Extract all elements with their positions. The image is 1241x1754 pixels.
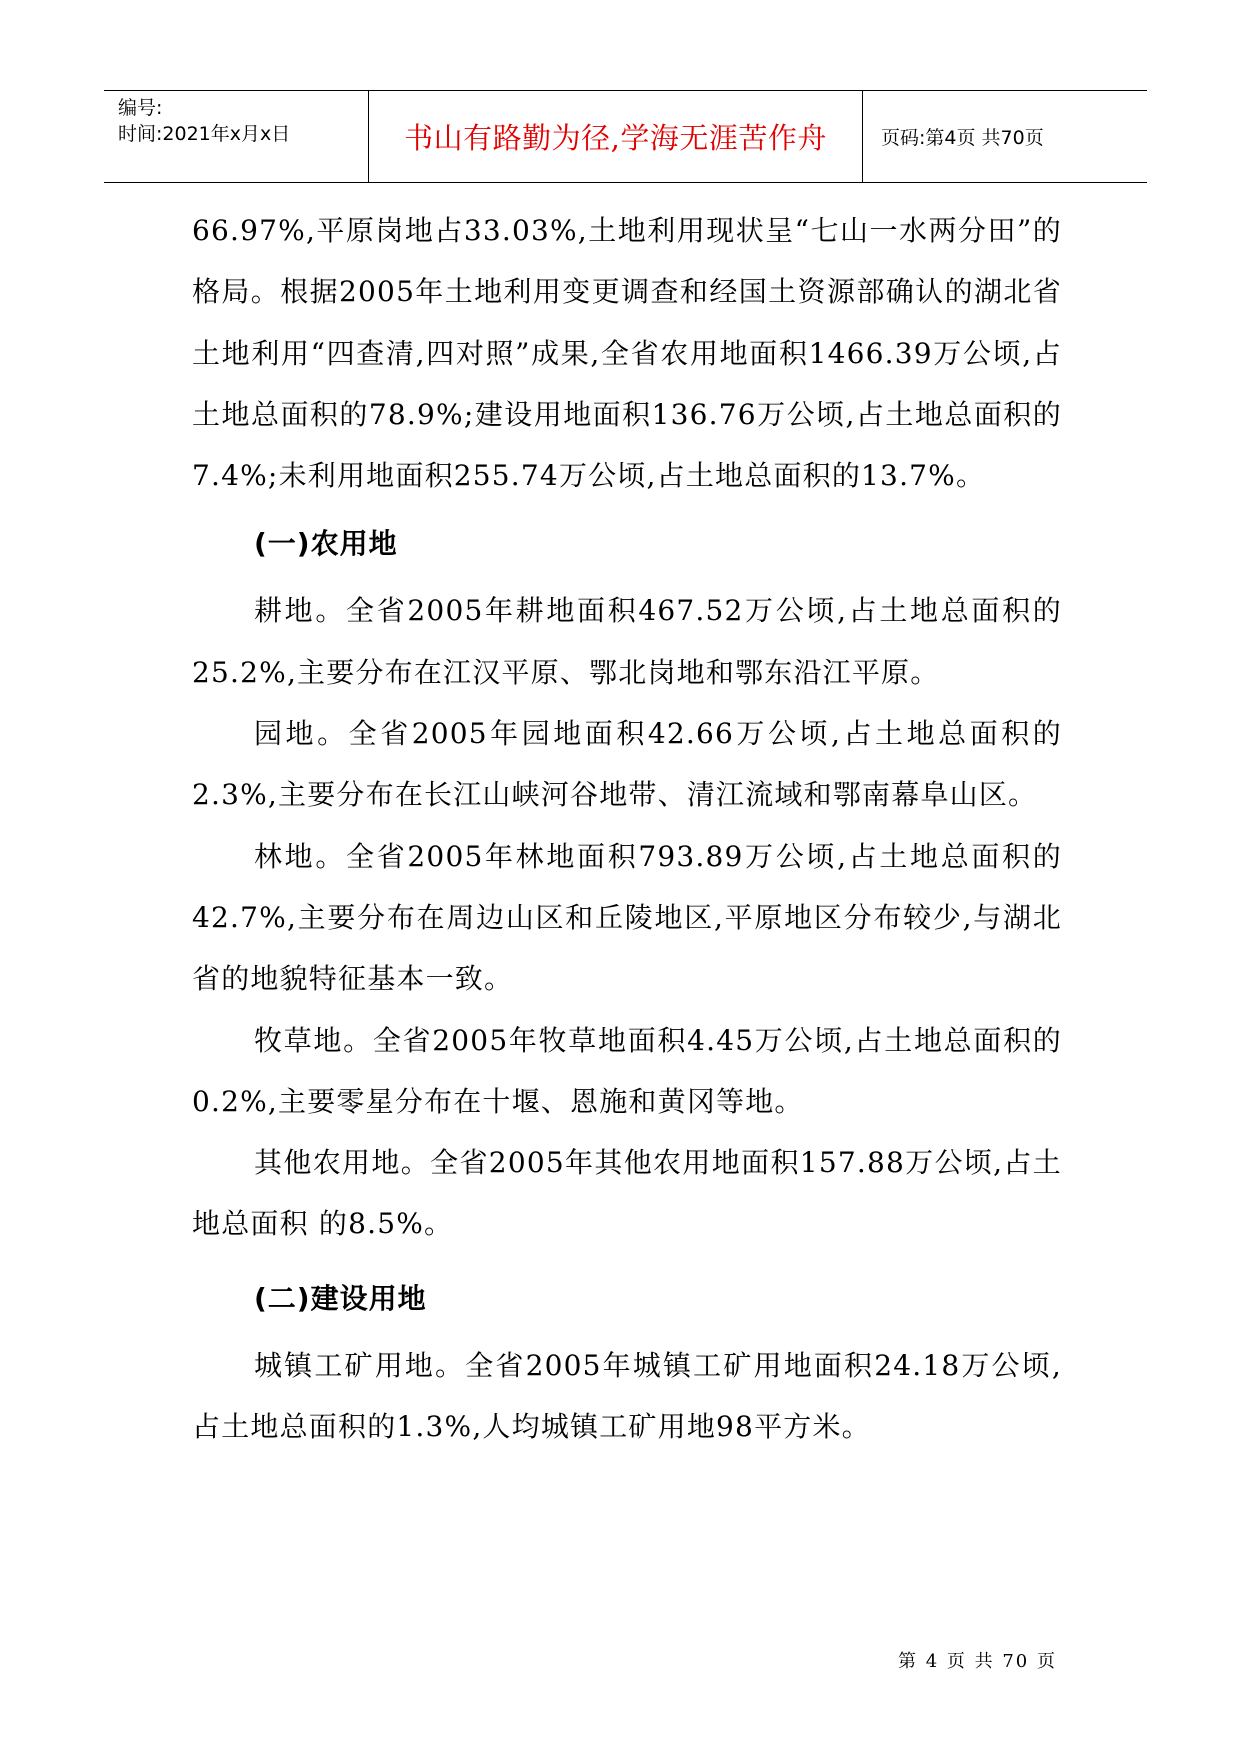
document-body [192, 200, 1062, 1457]
paragraph-other-agricultural-land: 其他农用地。全省2005年其他农用地面积157.88万公顷,占土地总面积 的8.5%。 [192, 1146, 1062, 1241]
paragraph-urban-industrial-land: 城镇工矿用地。全省2005年城镇工矿用地面积24.18万公顷,占土地总面积的1.3%,人均城镇工矿用地98平方米。 [192, 1348, 1062, 1444]
paragraph-grassland: 牧草地。全省2005年牧草地面积4.45万公顷,占土地总面积的0.2%,主要零星分布在十堰、恩施和黄冈等地。 [192, 1023, 1062, 1118]
paragraph-cultivated-land: 耕地。全省2005年耕地面积467.52万公顷,占土地总面积的25.2%,主要分布在江汉平原、鄂北岗地和鄂东沿江平原。 [192, 594, 1062, 689]
header-page-code-cell [863, 91, 1147, 182]
section-heading-agricultural-land: (一)农用地 [254, 527, 398, 561]
paragraph-forest-land: 林地。全省2005年林地面积793.89万公顷,占土地总面积的42.7%,主要分布在周边山区和丘陵地区,平原地区分布较少,与湖北省的地貌特征基本一致。 [192, 839, 1062, 996]
header-motto-cell [369, 91, 863, 182]
header-motto: 书山有路勤为径,学海无涯苦作舟 [404, 121, 827, 155]
section-heading-construction-land: (二)建设用地 [254, 1281, 427, 1315]
document-number-label: 编号: [118, 97, 163, 119]
paragraph-garden-land: 园地。全省2005年园地面积42.66万公顷,占土地总面积的2.3%,主要分布在长江山峡河谷地带、清江流域和鄂南幕阜山区。 [192, 717, 1062, 812]
header-page-code: 页码:第4页 共70页 [881, 127, 1044, 149]
header-meta [104, 91, 369, 182]
page-footer: 第 4 页 共 70 页 [898, 1651, 1057, 1672]
paragraph-land-overview: 66.97%,平原岗地占33.03%,土地利用现状呈“七山一水两分田”的格局。根据2005年土地利用变更调查和经国土资源部确认的湖北省土地利用“四查清,四对照”成果,全省农用地面积1466.39万公顷,占土地总面积的78.9%;建设用地面积136.76万公顷,占土地总面积的7.4%;未利用地面积255.74万公顷,占土地总面积的13.7%。 [192, 214, 1062, 493]
page-header [104, 90, 1147, 183]
document-time-label: 时间:2021年x月x日 [118, 123, 291, 145]
